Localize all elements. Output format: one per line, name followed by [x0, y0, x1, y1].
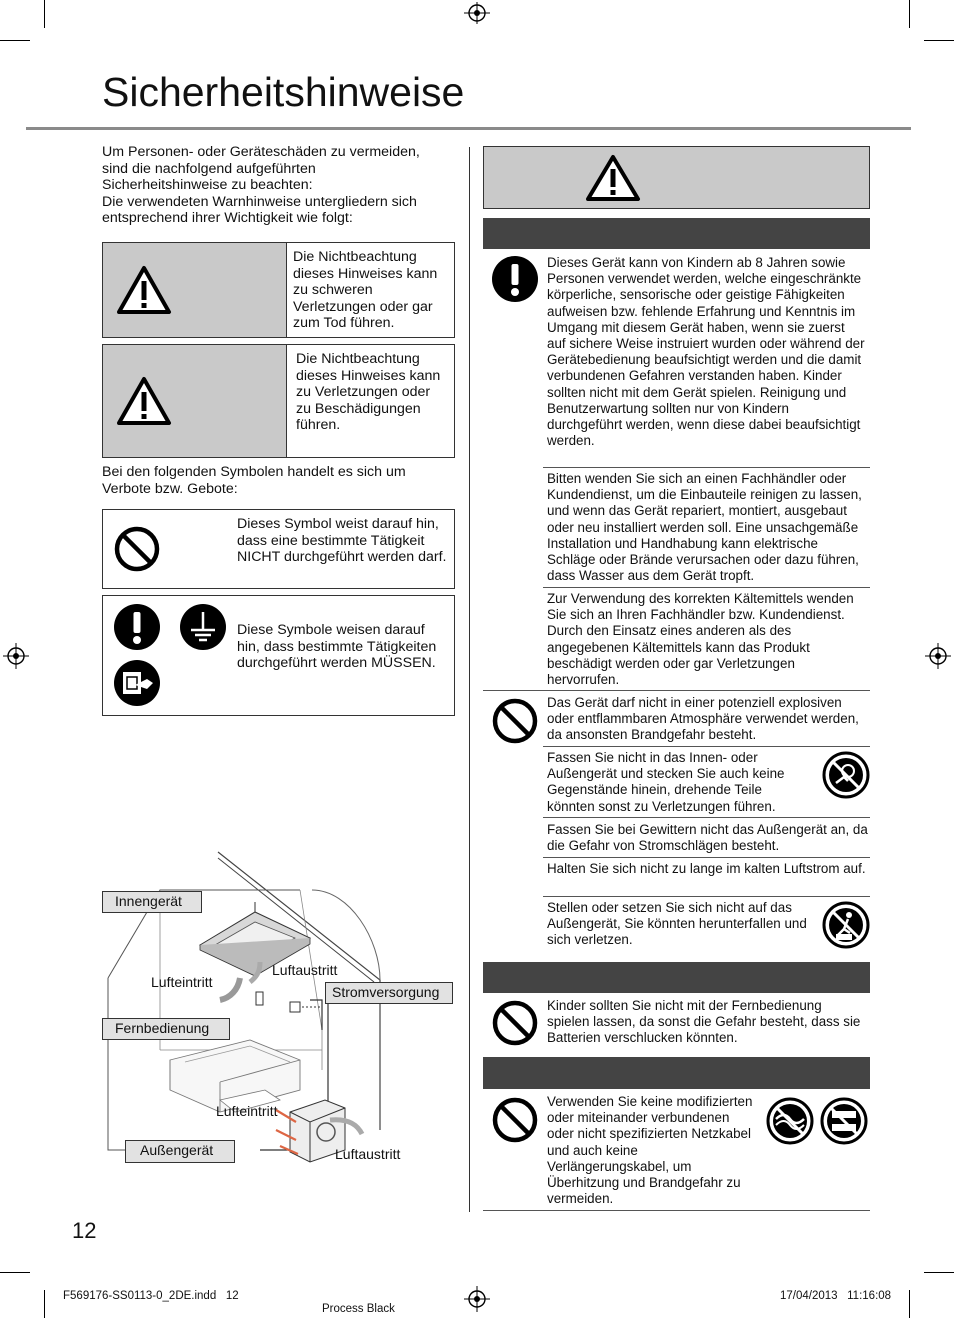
unplug-power-icon: [113, 659, 161, 707]
section-bar: [483, 962, 870, 993]
mandatory-action-icon: [113, 603, 161, 651]
column-divider: [469, 147, 470, 1212]
footer-file-info: F569176-SS0113-0_2DE.indd 12: [63, 1290, 239, 1302]
group-divider: [483, 1210, 870, 1211]
label-air-outlet-indoor: Luftaustritt: [272, 962, 338, 978]
section-bar: [483, 218, 870, 249]
item-divider: [543, 817, 870, 818]
group-divider: [483, 690, 870, 691]
caution-triangle-icon: [115, 375, 173, 427]
page-number: 12: [72, 1218, 97, 1243]
warning-triangle-icon: [115, 264, 173, 316]
mandatory-action-icon: [491, 255, 539, 303]
g2-item4-text: Halten Sie sich nicht zu lange im kalten Luftstrom auf.: [547, 861, 866, 876]
item-divider: [543, 587, 870, 588]
g2-item3-text: Fassen Sie bei Gewittern nicht das Außengerät an, da die Gefahr von Stromschlägen besteht.: [547, 822, 868, 854]
g1-item1-text: Dieses Gerät kann von Kindern ab 8 Jahren sowie Personen verwendet werden, welche eingeschränkte körperliche, sensorische oder geistige Fähigkeiten aufweisen bzw. fehlende Erfahrung und Kenntnis im Umgang mit diesem Gerät haben, wenn sie zuerst auf sichere Weise instruiert wurden oder während der Gerätebedienung beaufsichtigt werden und die damit verbundenen Gefahren verstanden haben. Kinder sollten nicht mit dem Gerät spielen. Reinigung und Benutzerwartung sollten nur von Kindern durchgeführt werden, wenn diese dabei beaufsichtigt werden.: [547, 255, 865, 449]
warning-header-box: [483, 146, 870, 209]
label-air-intake-indoor: Lufteintritt: [151, 974, 213, 990]
label-outdoor-unit: Außengerät: [125, 1140, 235, 1163]
item-divider: [543, 467, 870, 468]
no-modified-cord-icon: [766, 1097, 814, 1145]
g2-item5-text: Stellen oder setzen Sie sich nicht auf das Außengerät, Sie könnten herunterfallen und sich verletzen.: [547, 900, 807, 948]
g3-item1-text: Kinder sollten Sie nicht mit der Fernbedienung spielen lassen, da sonst die Gefahr besteht, dass sie Batterien verschlucken könnten.: [547, 998, 861, 1046]
item-divider: [543, 896, 870, 897]
item-divider: [543, 857, 870, 858]
earth-ground-icon: [179, 603, 227, 651]
page-title: Sicherheitshinweise: [102, 69, 465, 115]
no-extension-cord-icon: [820, 1097, 868, 1145]
label-power-supply: Stromversorgung: [325, 982, 453, 1004]
g2-item1-text: Das Gerät darf nicht in einer potenziell explosiven oder entflammbaren Atmosphäre verwendet werden, da ansonsten Brandgefahr besteht.: [547, 695, 859, 743]
crop-mark: [44, 0, 45, 28]
crop-mark: [924, 40, 954, 41]
warning-definition-text: Die Nichtbeachtung dieses Hinweises kann zu schweren Verletzungen oder gar zum Tod führen.: [293, 249, 438, 332]
caution-icon-cell: [103, 345, 287, 457]
title-rule: [26, 127, 911, 130]
symbols-intro-text: Bei den folgenden Symbolen handelt es sich um Verbote bzw. Gebote:: [102, 464, 406, 497]
crop-mark: [924, 1272, 954, 1273]
registration-mark-icon: [925, 643, 951, 669]
prohibition-definition-box: [102, 509, 455, 589]
registration-mark-icon: [464, 1286, 490, 1312]
mandatory-definition-text: Diese Symbole weisen darauf hin, dass bestimmte Tätigkeiten durchgeführt werden MÜSSEN.: [237, 622, 437, 672]
label-indoor-unit: Innengerät: [102, 891, 202, 913]
prohibition-icon: [491, 999, 539, 1047]
warning-triangle-icon: [584, 153, 642, 203]
warning-icon-cell: [103, 243, 287, 337]
g2-item2-text: Fassen Sie nicht in das Innen- oder Außengerät und stecken Sie auch keine Gegenstände hinein, drehende Teile könnten sonst zu Verletzungen führen.: [547, 750, 785, 814]
item-divider: [543, 746, 870, 747]
no-climbing-icon: [822, 901, 870, 949]
prohibition-definition-text: Dieses Symbol weist darauf hin, dass eine bestimmte Tätigkeit NICHT durchgeführt werden darf.: [237, 516, 447, 566]
registration-mark-icon: [464, 2, 490, 24]
caution-definition-text: Die Nichtbeachtung dieses Hinweises kann zu Verletzungen oder zu Beschädigungen führen.: [296, 351, 441, 434]
g1-item2-text: Bitten wenden Sie sich an einen Fachhändler oder Kundendienst, um die Einbauteile reinigen zu lassen, und wenn das Gerät repariert, montiert, ausgebaut oder neu installiert werden soll. Eine unsachgemäße Installation und Handhabung kann elektrische Schläge oder Brände verursachen oder dazu führen, dass Wasser aus dem Gerät tropft.: [547, 471, 862, 584]
warning-definition-box: [102, 242, 455, 338]
crop-mark: [0, 40, 30, 41]
footer-datetime: 17/04/2013 11:16:08: [780, 1290, 892, 1302]
label-remote-control: Fernbedienung: [102, 1018, 230, 1040]
footer-process: Process Black: [322, 1303, 395, 1315]
g4-item1-text: Verwenden Sie keine modifizierten oder miteinander verbundenen oder nicht spezifizierten Netzkabel und auch keine Verlängerungskabel, um Überhitzung und Brandgefahr zu vermeiden.: [547, 1094, 753, 1207]
mandatory-definition-box: [102, 595, 455, 716]
no-touch-rotating-parts-icon: [822, 751, 870, 799]
prohibition-icon: [491, 697, 539, 745]
crop-mark: [44, 1290, 45, 1318]
crop-mark: [909, 1290, 910, 1318]
label-air-outlet-outdoor: Luftaustritt: [335, 1146, 401, 1162]
section-bar: [483, 1057, 870, 1089]
registration-mark-icon: [3, 643, 29, 669]
prohibition-icon: [491, 1096, 539, 1144]
caution-definition-box: [102, 344, 455, 458]
label-air-intake-outdoor: Lufteintritt: [216, 1103, 278, 1119]
crop-mark: [0, 1272, 30, 1273]
prohibition-icon: [113, 525, 161, 573]
g1-item3-text: Zur Verwendung des korrekten Kältemittels wenden Sie sich an Ihren Fachhändler bzw. Kundendienst. Durch den Einsatz eines anderen als des angegebenen Kältemittels kann das Produkt beschädigt werden oder gar Verletzungen hervorrufen.: [547, 591, 854, 688]
intro-text: Um Personen- oder Geräteschäden zu vermeiden, sind die nachfolgend aufgeführten Sicherheitshinweise zu beachten: Die verwendeten Warnhinweise untergliedern sich entsprechend ihrer Wichtigkeit wie folgt:: [102, 144, 420, 227]
crop-mark: [909, 0, 910, 28]
